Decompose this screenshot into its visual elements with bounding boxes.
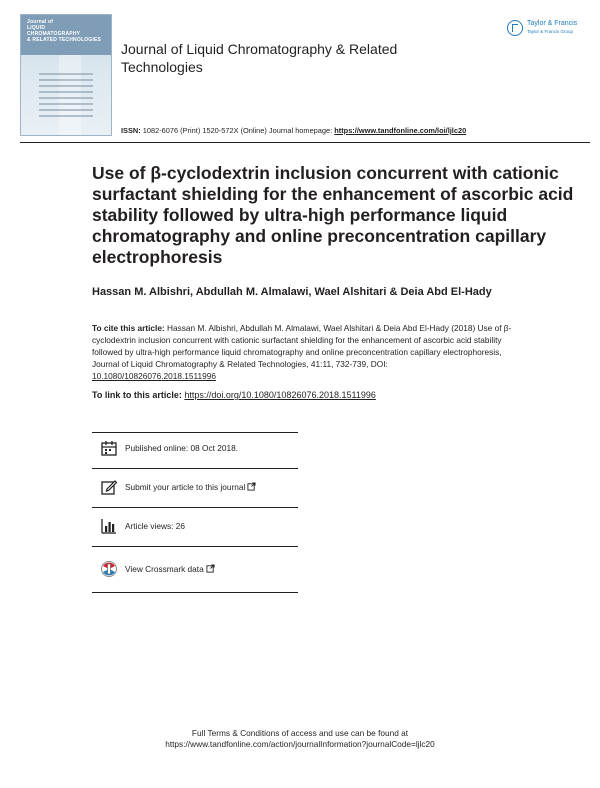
page-footer (0, 728, 600, 750)
footer-terms-link[interactable]: https://www.tandfonline.com/action/journalInformation?journalCode=ljlc20 (165, 739, 435, 749)
header-divider (20, 142, 590, 143)
info-divider-1 (92, 468, 298, 469)
cover-text: Journal of LIQUID CHROMATOGRAPHY & RELATED TECHNOLOGIES (27, 19, 102, 43)
info-divider-2 (92, 507, 298, 508)
info-divider-top (92, 432, 298, 433)
publisher-logo: Taylor & Francis Taylor & Francis Group (507, 17, 589, 41)
bar-chart-icon (100, 517, 118, 535)
published-online-row (100, 439, 360, 461)
journal-homepage-link[interactable]: https://www.tandfonline.com/loi/ljlc20 (334, 126, 467, 135)
article-title: Use of β-cyclodextrin inclusion concurrent with cationic surfactant shielding for the enhancement of ascorbic acid stability followed by ultra-high performance liquid chromatography and online preconcentration capillary electrophoresis (92, 163, 574, 267)
issn-label: ISSN: (121, 126, 141, 135)
crossmark-row[interactable] (100, 560, 360, 582)
journal-cover-image (20, 14, 112, 136)
article-authors: Hassan M. Albishri, Abdullah M. Almalawi, Wael Alshitari & Deia Abd El-Hady (92, 286, 492, 298)
info-divider-3 (92, 546, 298, 547)
journal-title: Journal of Liquid Chromatography & Related Technologies (121, 41, 398, 75)
citation-label: To cite this article: (92, 323, 165, 333)
calendar-icon (100, 439, 118, 457)
edit-icon (100, 478, 118, 496)
citation-block (92, 322, 512, 382)
submit-article-row[interactable] (100, 478, 360, 500)
article-link-line (92, 390, 376, 400)
external-link-icon (206, 564, 215, 573)
citation-text: Hassan M. Albishri, Abdullah M. Almalawi, Wael Alshitari & Deia Abd El-Hady (2018) Use of β-cyclodextrin inclusion concurrent with cationic surfactant shielding for the enhancement of ascorbic acid stability followed by ultra-high performance liquid chromatography and online preconcentration capillary electrophoresis, Journal of Liquid Chromatography & Related Technologies, 41:11, 732-739, DOI: (92, 323, 512, 369)
footer-terms-text: Full Terms & Conditions of access and use can be found at (191, 728, 409, 738)
article-doi-link[interactable]: https://doi.org/10.1080/10826076.2018.1511996 (184, 390, 376, 400)
issn-value: 1082-6076 (Print) 1520-572X (Online) Journal homepage: (142, 126, 333, 135)
published-online-text: Published online: 08 Oct 2018. (125, 443, 239, 453)
crossmark-icon (100, 560, 118, 578)
crossmark-link[interactable]: View Crossmark data (125, 564, 215, 574)
link-label: To link to this article: (92, 390, 182, 400)
citation-doi-link[interactable]: 10.1080/10826076.2018.1511996 (92, 371, 216, 381)
taylor-francis-icon (507, 20, 523, 36)
article-views-text: Article views: 26 (125, 521, 185, 531)
external-link-icon (247, 482, 256, 491)
info-divider-bottom (92, 592, 298, 593)
article-views-row (100, 517, 360, 539)
issn-line (121, 126, 466, 135)
submit-article-link[interactable]: Submit your article to this journal (125, 482, 256, 492)
